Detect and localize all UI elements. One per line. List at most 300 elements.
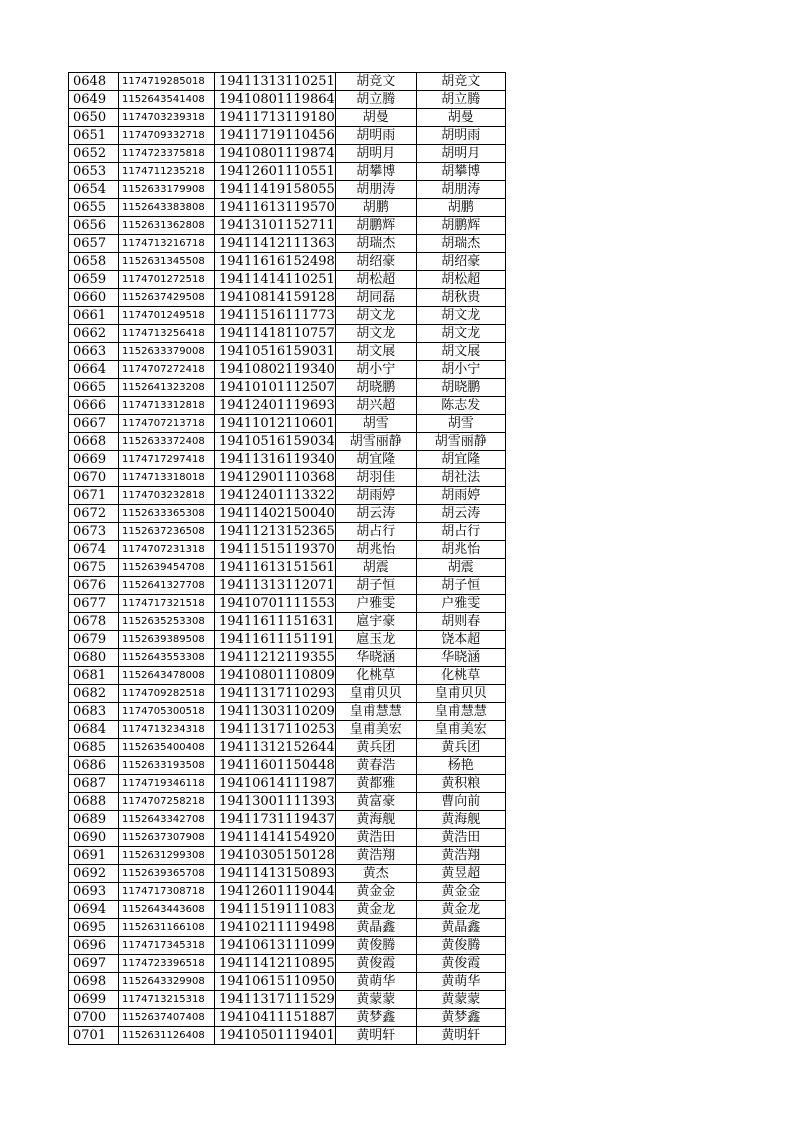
table-row [69, 487, 506, 505]
exam-number-cell: 1174703239318 [119, 109, 215, 127]
roster-table [68, 72, 506, 1045]
seq-number-cell: 0687 [69, 775, 119, 793]
name-confirm-cell: 胡小宁 [416, 361, 505, 379]
exam-number-cell: 1152637429508 [119, 289, 215, 307]
seq-number-cell: 0656 [69, 217, 119, 235]
seq-number-cell: 0683 [69, 703, 119, 721]
exam-number-cell: 1174707258218 [119, 793, 215, 811]
registration-id-cell: 19411613151561 [215, 559, 336, 577]
registration-id-cell: 19411419158055 [215, 181, 336, 199]
registration-id-cell: 19411413150893 [215, 865, 336, 883]
seq-number-cell: 0673 [69, 523, 119, 541]
registration-id-cell: 19411316119340 [215, 451, 336, 469]
name-cell: 胡震 [335, 559, 416, 577]
name-cell: 胡朋涛 [335, 181, 416, 199]
name-confirm-cell: 皇甫美宏 [416, 721, 505, 739]
table-row [69, 289, 506, 307]
table-row [69, 703, 506, 721]
table-row [69, 469, 506, 487]
table-row [69, 721, 506, 739]
registration-id-cell: 19413101152711 [215, 217, 336, 235]
name-confirm-cell: 胡雪丽静 [416, 433, 505, 451]
seq-number-cell: 0676 [69, 577, 119, 595]
exam-number-cell: 1152631299308 [119, 847, 215, 865]
registration-id-cell: 19410613111099 [215, 937, 336, 955]
name-cell: 扈玉龙 [335, 631, 416, 649]
name-confirm-cell: 胡秋贵 [416, 289, 505, 307]
registration-id-cell: 19410615110950 [215, 973, 336, 991]
exam-number-cell: 1152639365708 [119, 865, 215, 883]
seq-number-cell: 0694 [69, 901, 119, 919]
name-cell: 胡占行 [335, 523, 416, 541]
seq-number-cell: 0668 [69, 433, 119, 451]
seq-number-cell: 0666 [69, 397, 119, 415]
registration-id-cell: 19411317110253 [215, 721, 336, 739]
seq-number-cell: 0651 [69, 127, 119, 145]
name-confirm-cell: 皇甫贝贝 [416, 685, 505, 703]
name-confirm-cell: 饶本超 [416, 631, 505, 649]
exam-number-cell: 1174701249518 [119, 307, 215, 325]
name-cell: 胡鹏辉 [335, 217, 416, 235]
registration-id-cell: 19411212119355 [215, 649, 336, 667]
exam-number-cell: 1152633193508 [119, 757, 215, 775]
name-cell: 胡羽佳 [335, 469, 416, 487]
name-cell: 胡雪丽静 [335, 433, 416, 451]
registration-id-cell: 19411317110293 [215, 685, 336, 703]
table-row [69, 109, 506, 127]
registration-id-cell: 19410411151887 [215, 1009, 336, 1027]
name-cell: 皇甫贝贝 [335, 685, 416, 703]
name-confirm-cell: 胡社法 [416, 469, 505, 487]
name-confirm-cell: 胡竞文 [416, 73, 505, 91]
name-cell: 黄浩翔 [335, 847, 416, 865]
exam-number-cell: 1174705300518 [119, 703, 215, 721]
seq-number-cell: 0701 [69, 1027, 119, 1045]
exam-number-cell: 1174707231318 [119, 541, 215, 559]
name-confirm-cell: 户雅雯 [416, 595, 505, 613]
table-row [69, 379, 506, 397]
name-confirm-cell: 黄蒙蒙 [416, 991, 505, 1009]
name-confirm-cell: 胡晓鹏 [416, 379, 505, 397]
exam-number-cell: 1152631345508 [119, 253, 215, 271]
exam-number-cell: 1152643383808 [119, 199, 215, 217]
registration-id-cell: 19410305150128 [215, 847, 336, 865]
name-cell: 黄富豪 [335, 793, 416, 811]
name-confirm-cell: 黄昱超 [416, 865, 505, 883]
registration-id-cell: 19411719110456 [215, 127, 336, 145]
seq-number-cell: 0672 [69, 505, 119, 523]
name-cell: 胡宜隆 [335, 451, 416, 469]
exam-number-cell: 1152635253308 [119, 613, 215, 631]
exam-number-cell: 1174701272518 [119, 271, 215, 289]
registration-id-cell: 19412401119693 [215, 397, 336, 415]
table-row [69, 415, 506, 433]
name-cell: 黄萌华 [335, 973, 416, 991]
name-confirm-cell: 胡文龙 [416, 307, 505, 325]
name-confirm-cell: 胡立腾 [416, 91, 505, 109]
name-cell: 黄兵团 [335, 739, 416, 757]
registration-id-cell: 19411313110251 [215, 73, 336, 91]
name-cell: 化桃草 [335, 667, 416, 685]
table-row [69, 199, 506, 217]
table-row [69, 433, 506, 451]
name-cell: 胡云涛 [335, 505, 416, 523]
registration-id-cell: 19410801119864 [215, 91, 336, 109]
registration-id-cell: 19413001111393 [215, 793, 336, 811]
name-cell: 胡松超 [335, 271, 416, 289]
registration-id-cell: 19410801119874 [215, 145, 336, 163]
table-row [69, 1009, 506, 1027]
name-cell: 胡小宁 [335, 361, 416, 379]
registration-id-cell: 19410516159034 [215, 433, 336, 451]
name-cell: 胡明月 [335, 145, 416, 163]
table-row [69, 343, 506, 361]
registration-id-cell: 19412901110368 [215, 469, 336, 487]
seq-number-cell: 0690 [69, 829, 119, 847]
registration-id-cell: 19410802119340 [215, 361, 336, 379]
name-cell: 胡雨婷 [335, 487, 416, 505]
seq-number-cell: 0660 [69, 289, 119, 307]
name-confirm-cell: 曹向前 [416, 793, 505, 811]
registration-id-cell: 19410614111987 [215, 775, 336, 793]
name-confirm-cell: 胡瑞杰 [416, 235, 505, 253]
table-row [69, 649, 506, 667]
registration-id-cell: 19411611151191 [215, 631, 336, 649]
exam-number-cell: 1174719285018 [119, 73, 215, 91]
seq-number-cell: 0653 [69, 163, 119, 181]
exam-number-cell: 1152633372408 [119, 433, 215, 451]
name-cell: 皇甫美宏 [335, 721, 416, 739]
table-row [69, 973, 506, 991]
seq-number-cell: 0678 [69, 613, 119, 631]
table-row [69, 73, 506, 91]
name-cell: 黄蒙蒙 [335, 991, 416, 1009]
exam-number-cell: 1152637407408 [119, 1009, 215, 1027]
registration-id-cell: 19410814159128 [215, 289, 336, 307]
exam-number-cell: 1152643342708 [119, 811, 215, 829]
name-cell: 胡绍豪 [335, 253, 416, 271]
table-row [69, 541, 506, 559]
registration-id-cell: 19411313112071 [215, 577, 336, 595]
exam-number-cell: 1152631166108 [119, 919, 215, 937]
name-cell: 户雅雯 [335, 595, 416, 613]
seq-number-cell: 0684 [69, 721, 119, 739]
exam-number-cell: 1152633179908 [119, 181, 215, 199]
seq-number-cell: 0682 [69, 685, 119, 703]
name-confirm-cell: 胡曼 [416, 109, 505, 127]
name-cell: 黄浩田 [335, 829, 416, 847]
name-confirm-cell: 黄萌华 [416, 973, 505, 991]
table-row [69, 523, 506, 541]
registration-id-cell: 19411418110757 [215, 325, 336, 343]
table-row [69, 271, 506, 289]
exam-number-cell: 1174713216718 [119, 235, 215, 253]
name-confirm-cell: 黄金龙 [416, 901, 505, 919]
exam-number-cell: 1152641327708 [119, 577, 215, 595]
seq-number-cell: 0674 [69, 541, 119, 559]
exam-number-cell: 1152643443608 [119, 901, 215, 919]
name-cell: 胡兆怡 [335, 541, 416, 559]
seq-number-cell: 0695 [69, 919, 119, 937]
exam-number-cell: 1174717321518 [119, 595, 215, 613]
seq-number-cell: 0685 [69, 739, 119, 757]
name-confirm-cell: 胡鹏 [416, 199, 505, 217]
name-cell: 胡兴超 [335, 397, 416, 415]
table-row [69, 793, 506, 811]
name-cell: 胡曼 [335, 109, 416, 127]
name-confirm-cell: 黄海舰 [416, 811, 505, 829]
table-row [69, 883, 506, 901]
name-confirm-cell: 黄金金 [416, 883, 505, 901]
table-row [69, 127, 506, 145]
table-row [69, 919, 506, 937]
seq-number-cell: 0655 [69, 199, 119, 217]
exam-number-cell: 1174717308718 [119, 883, 215, 901]
exam-number-cell: 1174709282518 [119, 685, 215, 703]
name-confirm-cell: 胡兆怡 [416, 541, 505, 559]
name-confirm-cell: 胡朋涛 [416, 181, 505, 199]
name-confirm-cell: 胡宜隆 [416, 451, 505, 469]
registration-id-cell: 19411402150040 [215, 505, 336, 523]
name-cell: 胡雪 [335, 415, 416, 433]
exam-number-cell: 1174703232818 [119, 487, 215, 505]
seq-number-cell: 0671 [69, 487, 119, 505]
exam-number-cell: 1152631126408 [119, 1027, 215, 1045]
name-cell: 胡子恒 [335, 577, 416, 595]
table-row [69, 217, 506, 235]
seq-number-cell: 0652 [69, 145, 119, 163]
exam-number-cell: 1174709332718 [119, 127, 215, 145]
name-confirm-cell: 陈志发 [416, 397, 505, 415]
table-row [69, 937, 506, 955]
table-row [69, 775, 506, 793]
exam-number-cell: 1152639454708 [119, 559, 215, 577]
registration-id-cell: 19411317111529 [215, 991, 336, 1009]
registration-id-cell: 19411414110251 [215, 271, 336, 289]
table-row [69, 613, 506, 631]
name-cell: 胡晓鹏 [335, 379, 416, 397]
roster-body [69, 73, 506, 1045]
seq-number-cell: 0697 [69, 955, 119, 973]
table-row [69, 325, 506, 343]
name-cell: 黄海舰 [335, 811, 416, 829]
exam-number-cell: 1152637236508 [119, 523, 215, 541]
name-confirm-cell: 黄晶鑫 [416, 919, 505, 937]
name-confirm-cell: 胡则春 [416, 613, 505, 631]
table-row [69, 811, 506, 829]
seq-number-cell: 0650 [69, 109, 119, 127]
registration-id-cell: 19410101112507 [215, 379, 336, 397]
registration-id-cell: 19411213152365 [215, 523, 336, 541]
exam-number-cell: 1174713215318 [119, 991, 215, 1009]
name-cell: 黄金金 [335, 883, 416, 901]
seq-number-cell: 0649 [69, 91, 119, 109]
name-confirm-cell: 胡震 [416, 559, 505, 577]
seq-number-cell: 0654 [69, 181, 119, 199]
registration-id-cell: 19412601119044 [215, 883, 336, 901]
registration-id-cell: 19410516159031 [215, 343, 336, 361]
name-confirm-cell: 胡鹏辉 [416, 217, 505, 235]
table-row [69, 685, 506, 703]
registration-id-cell: 19410801110809 [215, 667, 336, 685]
name-cell: 胡文展 [335, 343, 416, 361]
name-confirm-cell: 胡攀博 [416, 163, 505, 181]
name-cell: 黄都雅 [335, 775, 416, 793]
name-cell: 黄梦鑫 [335, 1009, 416, 1027]
table-row [69, 235, 506, 253]
registration-id-cell: 19410501119401 [215, 1027, 336, 1045]
name-confirm-cell: 杨艳 [416, 757, 505, 775]
registration-id-cell: 19411519111083 [215, 901, 336, 919]
name-confirm-cell: 胡绍豪 [416, 253, 505, 271]
registration-id-cell: 19412601110551 [215, 163, 336, 181]
table-row [69, 307, 506, 325]
seq-number-cell: 0664 [69, 361, 119, 379]
name-cell: 黄春浩 [335, 757, 416, 775]
name-confirm-cell: 皇甫慧慧 [416, 703, 505, 721]
table-row [69, 631, 506, 649]
name-cell: 华晓涵 [335, 649, 416, 667]
name-cell: 胡同磊 [335, 289, 416, 307]
seq-number-cell: 0657 [69, 235, 119, 253]
registration-id-cell: 19411412110895 [215, 955, 336, 973]
name-confirm-cell: 胡明月 [416, 145, 505, 163]
exam-number-cell: 1152643329908 [119, 973, 215, 991]
name-confirm-cell: 黄浩翔 [416, 847, 505, 865]
registration-id-cell: 19411613119570 [215, 199, 336, 217]
exam-number-cell: 1152633365308 [119, 505, 215, 523]
seq-number-cell: 0667 [69, 415, 119, 433]
exam-number-cell: 1174713256418 [119, 325, 215, 343]
exam-number-cell: 1152643478008 [119, 667, 215, 685]
table-row [69, 163, 506, 181]
table-row [69, 829, 506, 847]
table-row [69, 757, 506, 775]
name-cell: 胡竞文 [335, 73, 416, 91]
name-cell: 胡文龙 [335, 307, 416, 325]
name-confirm-cell: 黄明轩 [416, 1027, 505, 1045]
registration-id-cell: 19411516111773 [215, 307, 336, 325]
seq-number-cell: 0675 [69, 559, 119, 577]
table-row [69, 505, 506, 523]
table-row [69, 397, 506, 415]
seq-number-cell: 0669 [69, 451, 119, 469]
name-confirm-cell: 胡文龙 [416, 325, 505, 343]
seq-number-cell: 0661 [69, 307, 119, 325]
seq-number-cell: 0696 [69, 937, 119, 955]
seq-number-cell: 0699 [69, 991, 119, 1009]
exam-number-cell: 1174723375818 [119, 145, 215, 163]
name-cell: 黄明轩 [335, 1027, 416, 1045]
name-cell: 黄金龙 [335, 901, 416, 919]
name-cell: 胡文龙 [335, 325, 416, 343]
registration-id-cell: 19410211119498 [215, 919, 336, 937]
seq-number-cell: 0693 [69, 883, 119, 901]
exam-number-cell: 1174711235218 [119, 163, 215, 181]
name-cell: 黄俊霞 [335, 955, 416, 973]
registration-id-cell: 19411412111363 [215, 235, 336, 253]
table-row [69, 451, 506, 469]
seq-number-cell: 0700 [69, 1009, 119, 1027]
registration-id-cell: 19411616152498 [215, 253, 336, 271]
seq-number-cell: 0665 [69, 379, 119, 397]
name-confirm-cell: 胡松超 [416, 271, 505, 289]
registration-id-cell: 19410701111553 [215, 595, 336, 613]
table-row [69, 253, 506, 271]
name-confirm-cell: 胡明雨 [416, 127, 505, 145]
table-row [69, 595, 506, 613]
name-confirm-cell: 化桃草 [416, 667, 505, 685]
seq-number-cell: 0680 [69, 649, 119, 667]
table-row [69, 1027, 506, 1045]
exam-number-cell: 1174713234318 [119, 721, 215, 739]
exam-number-cell: 1152635400408 [119, 739, 215, 757]
table-row [69, 577, 506, 595]
name-confirm-cell: 胡雨婷 [416, 487, 505, 505]
seq-number-cell: 0689 [69, 811, 119, 829]
exam-number-cell: 1174707213718 [119, 415, 215, 433]
table-row [69, 667, 506, 685]
registration-id-cell: 19411515119370 [215, 541, 336, 559]
registration-id-cell: 19411611151631 [215, 613, 336, 631]
seq-number-cell: 0677 [69, 595, 119, 613]
seq-number-cell: 0663 [69, 343, 119, 361]
exam-number-cell: 1174707272418 [119, 361, 215, 379]
name-confirm-cell: 黄俊霞 [416, 955, 505, 973]
table-row [69, 901, 506, 919]
name-confirm-cell: 胡文展 [416, 343, 505, 361]
exam-number-cell: 1174713312818 [119, 397, 215, 415]
exam-number-cell: 1174713318018 [119, 469, 215, 487]
registration-id-cell: 19411012110601 [215, 415, 336, 433]
exam-number-cell: 1152643541408 [119, 91, 215, 109]
table-row [69, 739, 506, 757]
name-cell: 胡明雨 [335, 127, 416, 145]
name-cell: 胡立腾 [335, 91, 416, 109]
exam-number-cell: 1174717345318 [119, 937, 215, 955]
name-confirm-cell: 胡雪 [416, 415, 505, 433]
seq-number-cell: 0688 [69, 793, 119, 811]
registration-id-cell: 19411312152644 [215, 739, 336, 757]
seq-number-cell: 0698 [69, 973, 119, 991]
registration-id-cell: 19411731119437 [215, 811, 336, 829]
registration-id-cell: 19411414154920 [215, 829, 336, 847]
seq-number-cell: 0679 [69, 631, 119, 649]
name-confirm-cell: 胡子恒 [416, 577, 505, 595]
exam-number-cell: 1152639389508 [119, 631, 215, 649]
name-cell: 胡鹏 [335, 199, 416, 217]
name-cell: 皇甫慧慧 [335, 703, 416, 721]
table-row [69, 181, 506, 199]
registration-id-cell: 19412401113322 [215, 487, 336, 505]
table-row [69, 865, 506, 883]
exam-number-cell: 1174723396518 [119, 955, 215, 973]
name-confirm-cell: 胡占行 [416, 523, 505, 541]
table-row [69, 361, 506, 379]
name-confirm-cell: 黄兵团 [416, 739, 505, 757]
seq-number-cell: 0662 [69, 325, 119, 343]
name-confirm-cell: 黄积粮 [416, 775, 505, 793]
table-row [69, 91, 506, 109]
exam-number-cell: 1152641323208 [119, 379, 215, 397]
name-cell: 黄晶鑫 [335, 919, 416, 937]
registration-id-cell: 19411601150448 [215, 757, 336, 775]
seq-number-cell: 0681 [69, 667, 119, 685]
seq-number-cell: 0648 [69, 73, 119, 91]
seq-number-cell: 0670 [69, 469, 119, 487]
table-row [69, 955, 506, 973]
exam-number-cell: 1152637307908 [119, 829, 215, 847]
